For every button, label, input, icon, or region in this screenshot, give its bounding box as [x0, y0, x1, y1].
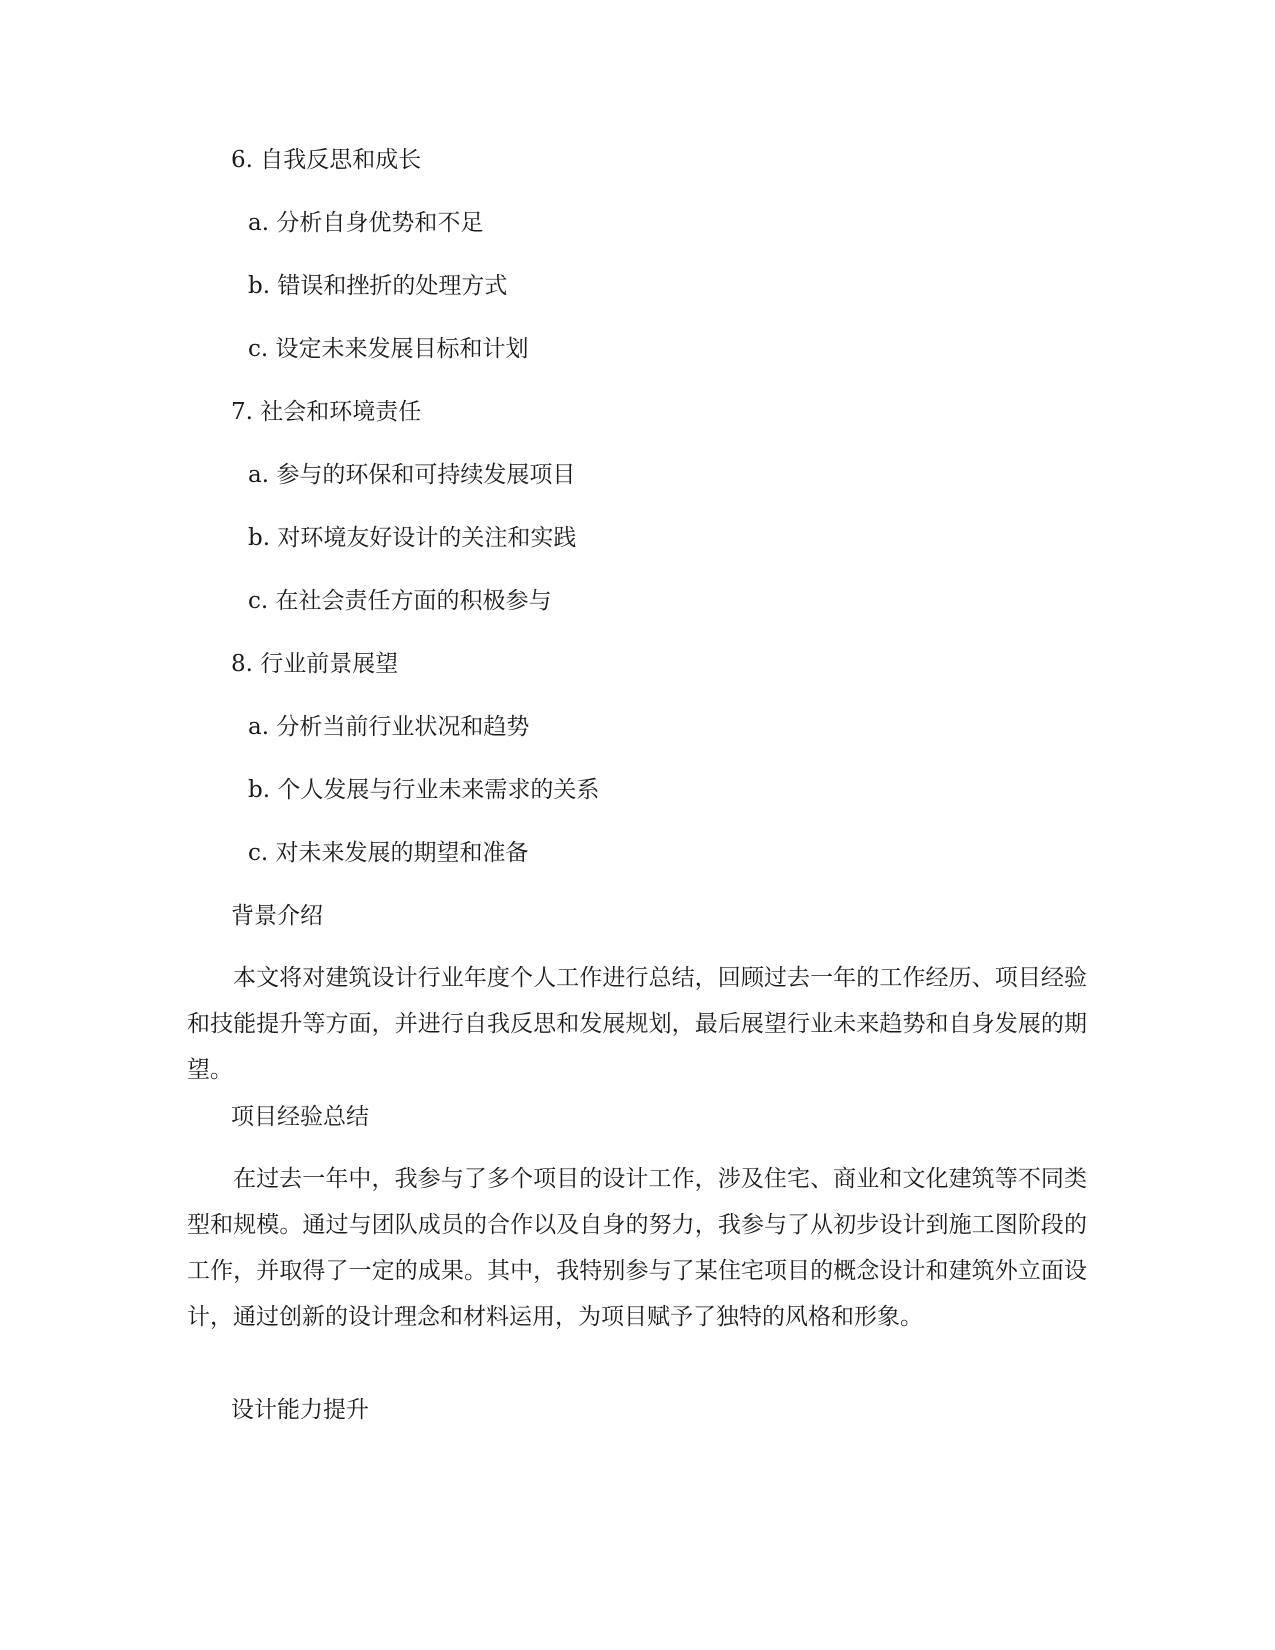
outline-item-6c: c. 设定未来发展目标和计划	[248, 336, 529, 362]
outline-heading-8: 8. 行业前景展望	[231, 651, 399, 677]
section-heading-project-experience: 项目经验总结	[231, 1104, 369, 1130]
outline-heading-7: 7. 社会和环境责任	[231, 399, 422, 425]
section-body-background: 本文将对建筑设计行业年度个人工作进行总结，回顾过去一年的工作经历、项目经验和技能提升等方面，并进行自我反思和发展规划，最后展望行业未来趋势和自身发展的期望。	[187, 965, 1087, 1083]
section-heading-background: 背景介绍	[231, 903, 323, 929]
section-body-project-experience: 在过去一年中，我参与了多个项目的设计工作，涉及住宅、商业和文化建筑等不同类型和规模。通过与团队成员的合作以及自身的努力，我参与了从初步设计到施工图阶段的工作，并取得了一定的成果。其中，我特别参与了某住宅项目的概念设计和建筑外立面设计，通过创新的设计理念和材料运用，为项目赋予了独特的风格和形象。	[187, 1166, 1087, 1330]
outline-item-7a: a. 参与的环保和可持续发展项目	[248, 462, 576, 488]
outline-item-7c: c. 在社会责任方面的积极参与	[248, 588, 552, 614]
outline-heading-6: 6. 自我反思和成长	[231, 147, 422, 173]
outline-item-8c: c. 对未来发展的期望和准备	[248, 840, 529, 866]
outline-item-6b: b. 错误和挫折的处理方式	[248, 273, 508, 299]
outline-item-7b: b. 对环境友好设计的关注和实践	[248, 525, 577, 551]
outline-item-8a: a. 分析当前行业状况和趋势	[248, 714, 530, 740]
outline-item-6a: a. 分析自身优势和不足	[248, 210, 484, 236]
section-heading-design-capability: 设计能力提升	[231, 1397, 369, 1423]
outline-item-8b: b. 个人发展与行业未来需求的关系	[248, 777, 600, 803]
